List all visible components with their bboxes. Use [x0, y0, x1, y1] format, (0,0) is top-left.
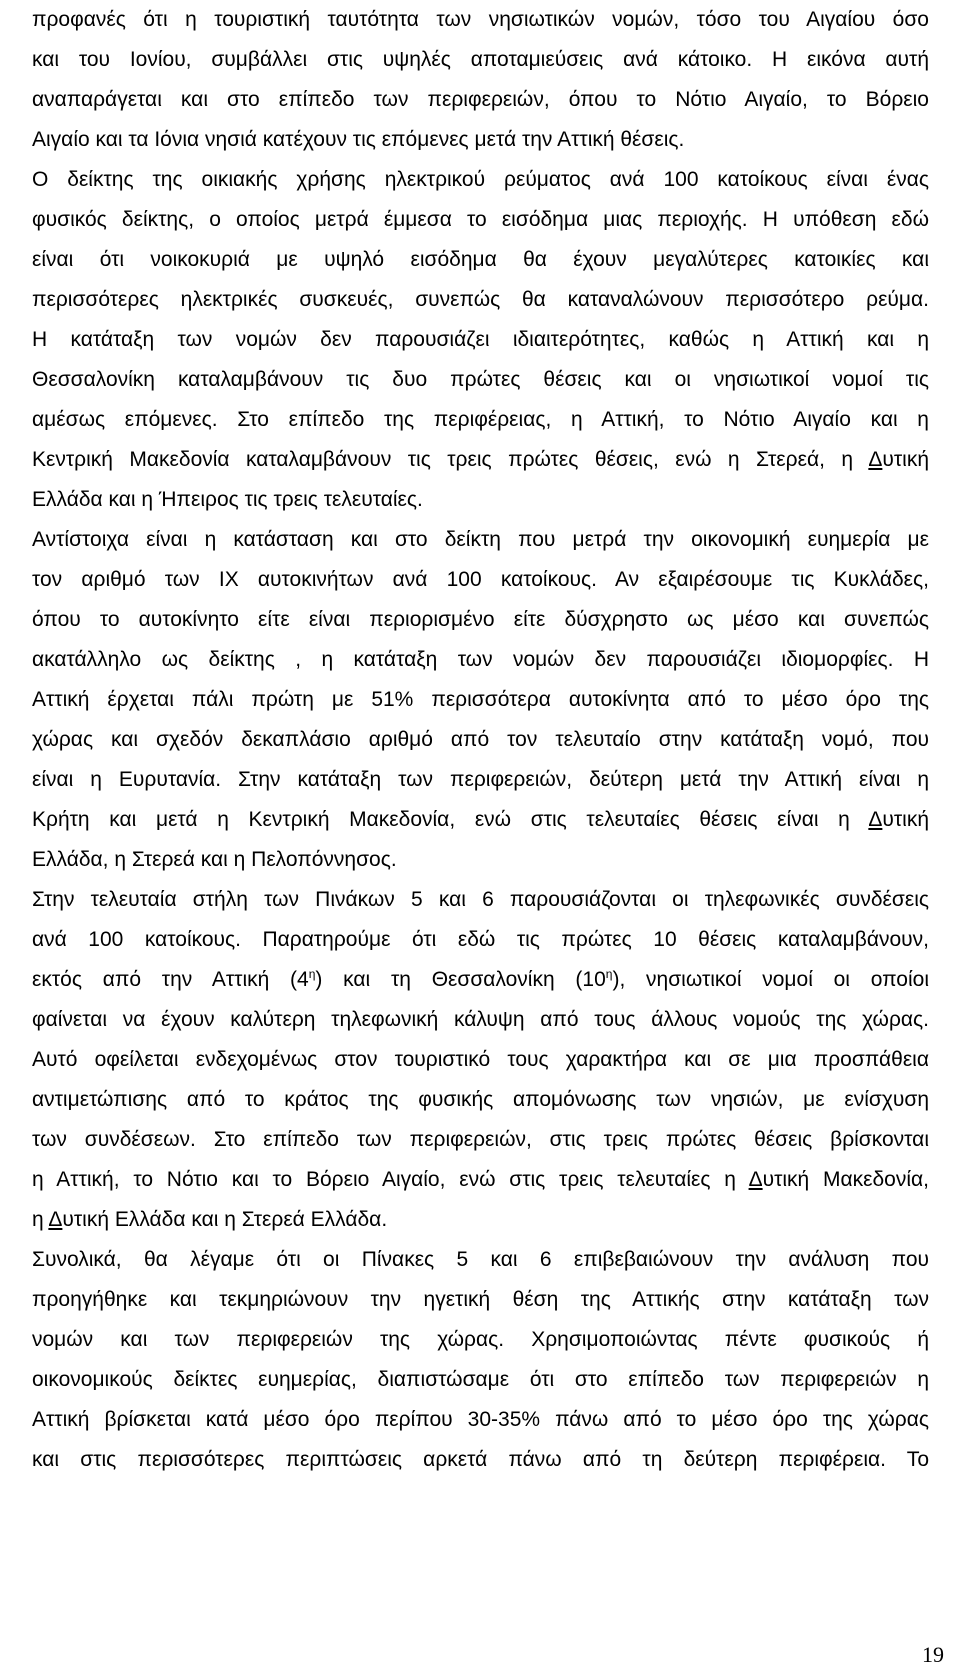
ordinal-superscript: η [308, 967, 316, 981]
text-line: όπου το αυτοκίνητο είτε είναι περιορισμένο είτε δύσχρηστο ως μέσο και συνεπώς [32, 608, 929, 631]
ordinal-superscript: η [605, 967, 613, 981]
text-line: είναι ότι νοικοκυριά με υψηλό εισόδημα θα έχουν μεγαλύτερες κατοικίες και [32, 248, 929, 271]
text-line: νομών και των περιφερειών της χώρας. Χρησιμοποιώντας πέντε φυσικούς ή [32, 1328, 929, 1351]
text-line: αναπαράγεται και στο επίπεδο των περιφερειών, όπου το Νότιο Αιγαίο, το Βόρειο [32, 88, 929, 111]
text-line: η Δυτική Ελλάδα και η Στερεά Ελλάδα. [32, 1208, 388, 1231]
text-line: και του Ιονίου, συμβάλλει στις υψηλές αποταμιεύσεις ανά κάτοικο. Η εικόνα αυτή [32, 48, 929, 71]
text-line: Ο δείκτης της οικιακής χρήσης ηλεκτρικού ρεύματος ανά 100 κατοίκους είναι ένας [32, 168, 929, 191]
text-line: Η κατάταξη των νομών δεν παρουσιάζει ιδιαιτερότητες, καθώς η Αττική και η [32, 328, 929, 351]
text-line: αμέσως επόμενες. Στο επίπεδο της περιφέρειας, η Αττική, το Νότιο Αιγαίο και η [32, 408, 929, 431]
text-line: Αττική βρίσκεται κατά μέσο όρο περίπου 30-35% πάνω από το μέσο όρο της χώρας [32, 1408, 929, 1431]
text-line: Στην τελευταία στήλη των Πινάκων 5 και 6 παρουσιάζονται οι τηλεφωνικές συνδέσεις [32, 888, 929, 911]
text-line: Ελλάδα, η Στερεά και η Πελοπόννησος. [32, 848, 397, 871]
text-line: Ελλάδα και η Ήπειρος τις τρεις τελευταίες. [32, 488, 423, 511]
text-line: η Αττική, το Νότιο και το Βόρειο Αιγαίο, ενώ στις τρεις τελευταίες η Δυτική Μακεδονία, [32, 1168, 929, 1191]
document-page [32, 0, 929, 1480]
text-line: οικονομικούς δείκτες ευημερίας, διαπιστώσαμε ότι στο επίπεδο των περιφερειών η [32, 1368, 929, 1391]
body-text [32, 0, 929, 1480]
text-line: ανά 100 κατοίκους. Παρατηρούμε ότι εδώ τις πρώτες 10 θέσεις καταλαμβάνουν, [32, 928, 929, 951]
underlined-letter: Δ [868, 448, 883, 471]
text-line: Αιγαίο και τα Ιόνια νησιά κατέχουν τις επόμενες μετά την Αττική θέσεις. [32, 128, 685, 151]
text-segment: εκτός από την Αττική (4 [32, 968, 309, 991]
page-number: 19 [922, 1642, 944, 1667]
text-line: αντιμετώπισης από το κράτος της φυσικής απομόνωσης των νησιών, με ενίσχυση [32, 1088, 929, 1111]
text-line: ακατάλληλο ως δείκτης , η κατάταξη των νομών δεν παρουσιάζει ιδιομορφίες. Η [32, 648, 929, 671]
text-line: περισσότερες ηλεκτρικές συσκευές, συνεπώς θα καταναλώνουν περισσότερο ρεύμα. [32, 288, 929, 311]
text-line: Κεντρική Μακεδονία καταλαμβάνουν τις τρεις πρώτες θέσεις, ενώ η Στερεά, η Δυτική [32, 448, 929, 471]
text-segment: ), νησιωτικοί νομοί οι οποίοι [612, 968, 929, 991]
text-line: των συνδέσεων. Στο επίπεδο των περιφερειών, στις τρεις πρώτες θέσεις βρίσκονται [32, 1128, 929, 1151]
text-segment: ) και τη Θεσσαλονίκη (10 [315, 968, 606, 991]
text-line: και στις περισσότερες περιπτώσεις αρκετά πάνω από τη δεύτερη περιφέρεια. Το [32, 1448, 929, 1471]
underlined-letter: Δ [48, 1208, 63, 1231]
text-line: Θεσσαλονίκη καταλαμβάνουν τις δυο πρώτες θέσεις και οι νησιωτικοί νομοί τις [32, 368, 929, 391]
text-line: είναι η Ευρυτανία. Στην κατάταξη των περιφερειών, δεύτερη μετά την Αττική είναι η [32, 768, 929, 791]
text-line: προηγήθηκε και τεκμηριώνουν την ηγετική θέση της Αττικής στην κατάταξη των [32, 1288, 929, 1311]
text-line: Αυτό οφείλεται ενδεχομένως στον τουριστικό τους χαρακτήρα και σε μια προσπάθεια [32, 1048, 929, 1071]
text-line: Αττική έρχεται πάλι πρώτη με 51% περισσότερα αυτοκίνητα από το μέσο όρο της [32, 688, 929, 711]
text-line: χώρας και σχεδόν δεκαπλάσιο αριθμό από τον τελευταίο στην κατάταξη νομό, που [32, 728, 929, 751]
text-line: φυσικός δείκτης, ο οποίος μετρά έμμεσα το εισόδημα μιας περιοχής. Η υπόθεση εδώ [32, 208, 929, 231]
underlined-letter: Δ [748, 1168, 763, 1191]
underlined-letter: Δ [868, 808, 883, 831]
text-line: Συνολικά, θα λέγαμε ότι οι Πίνακες 5 και 6 επιβεβαιώνουν την ανάλυση που [32, 1248, 929, 1271]
text-line: φαίνεται να έχουν καλύτερη τηλεφωνική κάλυψη από τους άλλους νομούς της χώρας. [32, 1008, 929, 1031]
text-line [32, 960, 929, 1000]
text-line: τον αριθμό των ΙΧ αυτοκινήτων ανά 100 κατοίκους. Αν εξαιρέσουμε τις Κυκλάδες, [32, 568, 929, 591]
text-line: Κρήτη και μετά η Κεντρική Μακεδονία, ενώ στις τελευταίες θέσεις είναι η Δυτική [32, 808, 929, 831]
text-line: προφανές ότι η τουριστική ταυτότητα των νησιωτικών νομών, τόσο του Αιγαίου όσο [32, 8, 929, 31]
text-line: Αντίστοιχα είναι η κατάσταση και στο δείκτη που μετρά την οικονομική ευημερία με [32, 528, 929, 551]
